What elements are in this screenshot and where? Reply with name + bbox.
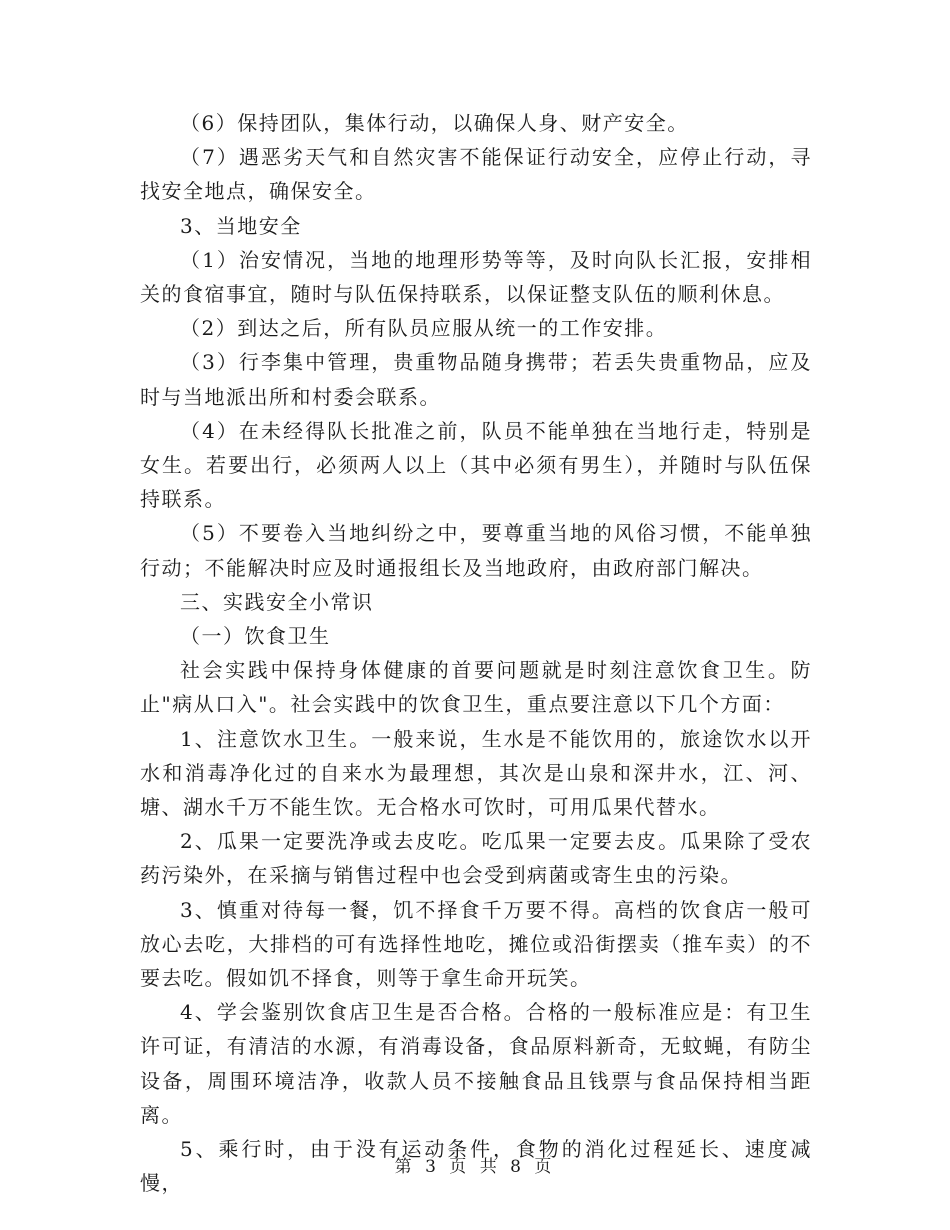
paragraph-food-1: 1、注意饮水卫生。一般来说，生水是不能饮用的，旅途饮水以开水和消毒净化过的自来水为最理想，其次是山泉和深井水，江、河、塘、湖水千万不能生饮。无合格水可饮时，可用瓜果代替水。 [140, 726, 812, 820]
paragraph-food-3: 3、慎重对待每一餐，饥不择食千万要不得。高档的饮食店一般可放心去吃，大排档的可有选择性地吃，摊位或沿街摆卖（推车卖）的不要去吃。假如饥不择食，则等于拿生命开玩笑。 [140, 897, 812, 991]
body-text [140, 106, 812, 1201]
paragraph-local-2: （2）到达之后，所有队员应服从统一的工作安排。 [180, 316, 668, 341]
page-number-footer: 第 3 页 共 8 页 [394, 1157, 556, 1177]
paragraph-food-5: 5、乘行时，由于没有运动条件，食物的消化过程延长、速度减慢， [140, 1137, 812, 1196]
paragraph-food-4: 4、学会鉴别饮食店卫生是否合格。合格的一般标准应是：有卫生许可证，有清洁的水源，有消毒设备，食品原料新奇，无蚊蝇，有防尘设备，周围环境洁净，收款人员不接触食品且钱票与食品保持相当距离。 [140, 1000, 812, 1127]
paragraph-local-3: （3）行李集中管理，贵重物品随身携带；若丢失贵重物品，应及时与当地派出所和村委会联系。 [140, 350, 812, 409]
paragraph-item-6: （6）保持团队，集体行动，以确保人身、财产安全。 [180, 111, 689, 135]
paragraph-local-4: （4）在未经得队长批准之前，队员不能单独在当地行走，特别是女生。若要出行，必须两人以上（其中必须有男生），并随时与队伍保持联系。 [140, 418, 812, 512]
paragraph-local-1: （1）治安情况，当地的地理形势等等，及时向队长汇报，安排相关的食宿事宜，随时与队伍保持联系，以保证整支队伍的顺利休息。 [140, 247, 812, 307]
heading-local-safety: 3、当地安全 [180, 213, 302, 238]
paragraph-food-intro: 社会实践中保持身体健康的首要问题就是时刻注意饮食卫生。防止"病从口入"。社会实践中的饮食卫生，重点要注意以下几个方面： [140, 658, 812, 717]
paragraph-food-2: 2、瓜果一定要洗净或去皮吃。吃瓜果一定要去皮。瓜果除了受农药污染外，在采摘与销售过程中也会受到病菌或寄生虫的污染。 [140, 829, 812, 888]
paragraph-local-5: （5）不要卷入当地纠纷之中，要尊重当地的风俗习惯，不能单独行动；不能解决时应及时通报组长及当地政府，由政府部门解决。 [140, 521, 812, 580]
paragraph-item-7: （7）遇恶劣天气和自然灾害不能保证行动安全，应停止行动，寻找安全地点，确保安全。 [140, 145, 812, 204]
heading-food-hygiene: （一）饮食卫生 [180, 624, 331, 649]
heading-practice-safety-tips: 三、实践安全小常识 [180, 589, 374, 614]
